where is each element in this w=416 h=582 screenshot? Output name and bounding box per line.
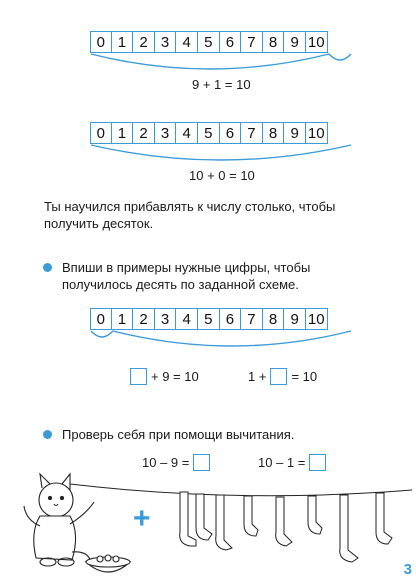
sock <box>308 496 322 534</box>
arc-9-to-10 <box>329 54 351 60</box>
number-cell: 4 <box>176 31 198 53</box>
number-cell: 2 <box>133 308 155 330</box>
number-cell: 9 <box>284 122 306 144</box>
number-cell: 1 <box>112 31 134 53</box>
number-cell: 8 <box>263 31 285 53</box>
basin-drawing <box>86 555 130 572</box>
number-cell: 0 <box>90 122 112 144</box>
number-cell: 1 <box>112 308 134 330</box>
task-1-text: Впиши в примеры нужные цифры, чтобы получилось десять по заданной схеме. <box>62 260 311 292</box>
task-1-equation-b <box>248 368 317 385</box>
number-cell: 10 <box>306 31 328 53</box>
sock <box>196 494 212 540</box>
arc-1-to-10 <box>113 331 351 346</box>
number-cell: 10 <box>306 122 328 144</box>
answer-box[interactable] <box>270 368 287 385</box>
sock <box>216 495 232 550</box>
number-cell: 8 <box>263 122 285 144</box>
number-cell: 9 <box>284 308 306 330</box>
number-cell: 1 <box>112 122 134 144</box>
number-cell: 7 <box>241 308 263 330</box>
number-cell: 5 <box>198 122 220 144</box>
arc-0-to-9 <box>91 54 329 69</box>
arc-0-to-1 <box>91 331 113 337</box>
clothesline <box>70 484 412 496</box>
laundry-illustration <box>0 462 416 582</box>
number-cell: 2 <box>133 31 155 53</box>
jump-arcs-3 <box>0 327 416 367</box>
equation-text: 10 – 1 = <box>258 455 306 470</box>
example-2-equation: 10 + 0 = 10 <box>189 168 255 183</box>
answer-box[interactable] <box>130 368 147 385</box>
sock <box>340 495 358 562</box>
task-1-equation-a <box>130 368 199 385</box>
cat-drawing <box>24 474 94 566</box>
socks <box>180 492 392 562</box>
sock <box>244 496 258 536</box>
example-1-equation: 9 + 1 = 10 <box>192 77 251 92</box>
number-cell: 4 <box>176 308 198 330</box>
intro-text: Ты научился прибавлять к числу столько, чтобы получить десяток. <box>44 199 336 231</box>
plus-sign: + <box>133 502 151 535</box>
number-cell: 7 <box>241 31 263 53</box>
task-1-bullet <box>43 263 52 272</box>
task-2-text: Проверь себя при помощи вычитания. <box>62 427 295 442</box>
number-cell: 7 <box>241 122 263 144</box>
sock <box>376 493 392 544</box>
number-cell: 3 <box>155 122 177 144</box>
number-cell: 6 <box>220 31 242 53</box>
number-cell: 6 <box>220 308 242 330</box>
arc-0-to-10 <box>91 145 351 160</box>
number-cell: 6 <box>220 122 242 144</box>
number-cell: 3 <box>155 308 177 330</box>
number-cell: 2 <box>133 122 155 144</box>
number-cell: 5 <box>198 308 220 330</box>
number-cell: 4 <box>176 122 198 144</box>
page-number: 3 <box>403 561 412 578</box>
equation-text: 1 + <box>248 369 267 384</box>
equation-text: 10 – 9 = <box>142 455 190 470</box>
number-cell: 5 <box>198 31 220 53</box>
equation-text: + 9 = 10 <box>151 369 199 384</box>
number-cell: 0 <box>90 31 112 53</box>
equation-text: = 10 <box>291 369 318 384</box>
number-cell: 0 <box>90 308 112 330</box>
task-2-bullet <box>43 430 52 439</box>
sock <box>180 492 196 546</box>
sock <box>276 497 292 546</box>
number-cell: 9 <box>284 31 306 53</box>
number-cell: 8 <box>263 308 285 330</box>
number-cell: 3 <box>155 31 177 53</box>
number-cell: 10 <box>306 308 328 330</box>
